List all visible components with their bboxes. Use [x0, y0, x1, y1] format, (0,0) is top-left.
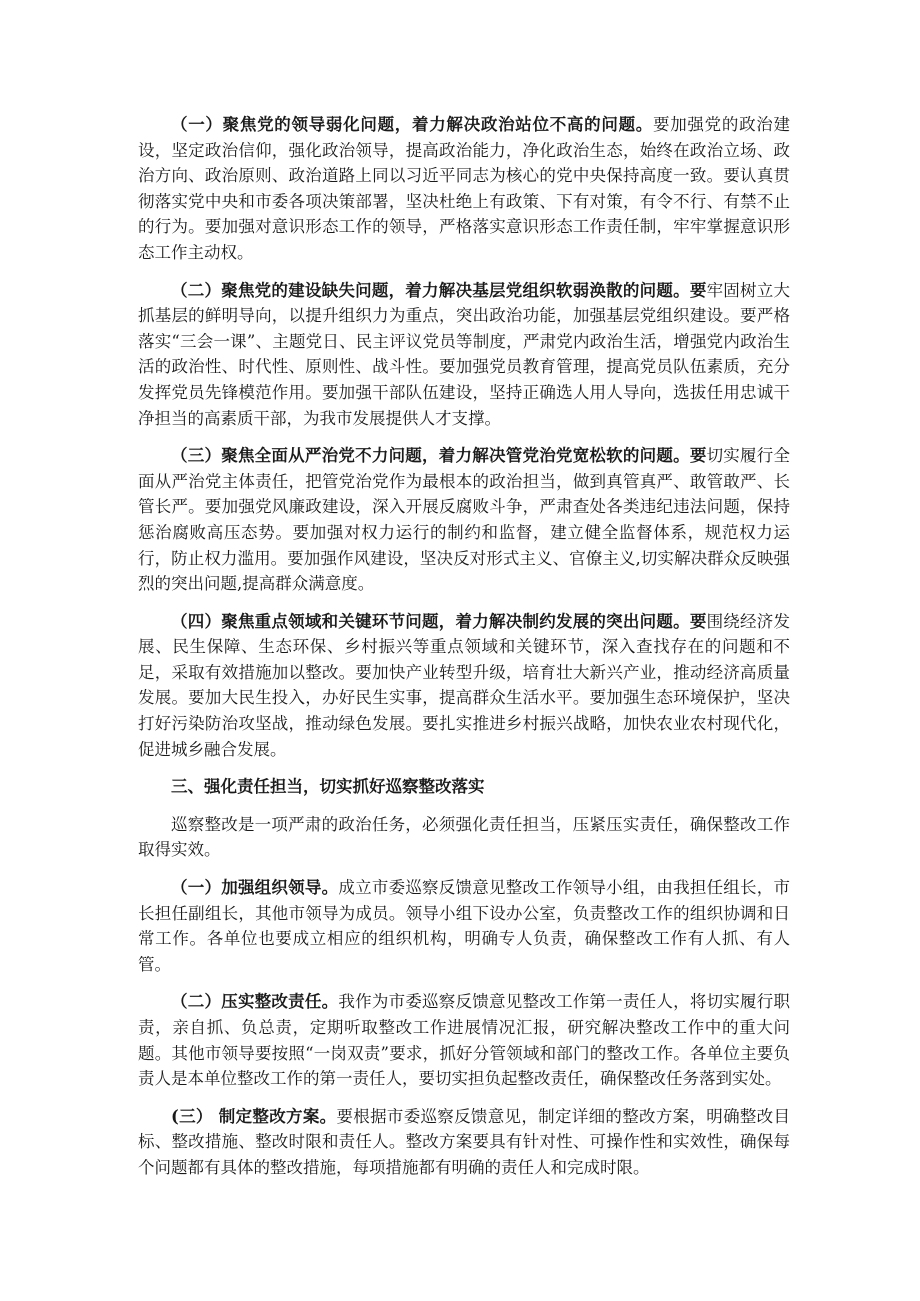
measure-body: 要根据市委巡察反馈意见，制定详细的整改方案，明确整改目标、整改措施、整改时限和责任人。整改方案要具有针对性、可操作性和实效性，确保每个问题都有具体的整改措施，每项措施都有明确的责任人和完成时限。	[138, 1106, 790, 1177]
measure-lead: (三） 制定整改方案。	[171, 1106, 337, 1126]
paragraph-focus-key-areas	[138, 609, 790, 763]
measure-responsibility	[138, 989, 790, 1091]
measure-body: 我作为市委巡察反馈意见整改工作第一责任人，将切实履行职责，亲自抓、负总责，定期听取整改工作进展情况汇报，研究解决整改工作中的重大问题。其他市领导要按照“一岗双责”要求，抓好分管领域和部门的整改工作。各单位主要负责人是本单位整改工作的第一责任人，要切实担负起整改责任，确保整改任务落到实处。	[138, 992, 791, 1089]
paragraph-lead: （四）聚焦重点领域和关键环节问题，着力解决制约发展的突出问题。要	[171, 611, 707, 631]
paragraph-body: 要加强党的政治建设，坚定政治信仰，强化政治领导，提高政治能力，净化政治生态，始终在政治立场、政治方向、政治原则、政治道路上同以习近平同志为核心的党中央保持高度一致。要认真贯彻落实党中央和市委各项决策部署，坚决杜绝上有政策、下有对策，有令不行、有禁不止的行为。要加强对意识形态工作的领导，严格落实意识形态工作责任制，牢牢掌握意识形态工作主动权。	[138, 115, 791, 262]
measure-body: 成立市委巡察反馈意见整改工作领导小组，由我担任组长，市长担任副组长，其他市领导为成员。领导小组下设办公室，负责整改工作的组织协调和日常工作。各单位也要成立相应的组织机构，明确专人负责，确保整改工作有人抓、有人管。	[138, 878, 791, 974]
paragraph-body: 牢固树立大抓基层的鲜明导向，以提升组织力为重点，突出政治功能，加强基层党组织建设。要严格落实“三会一课”、主题党日、民主评议党员等制度，严肃党内政治生活，增强党内政治生活的政治性、时代性、原则性、战斗性。要加强党员教育管理，提高党员队伍素质，充分发挥党员先锋模范作用。要加强干部队伍建设，坚持正确选人用人导向，选拔任用忠诚干净担当的高素质干部，为我市发展提供人才支撑。	[138, 280, 791, 428]
section-intro: 巡察整改是一项严肃的政治任务，必须强化责任担当，压紧压实责任，确保整改工作取得实效。	[138, 814, 790, 860]
paragraph-lead: （一）聚焦党的领导弱化问题，着力解决政治站位不高的问题。	[171, 115, 653, 134]
measure-rectification-plan	[138, 1104, 790, 1181]
section-heading: 三、强化责任担当，切实抓好巡察整改落实	[171, 777, 485, 797]
paragraph-body: 切实履行全面从严治党主体责任，把管党治党作为最根本的政治担当，做到真管真严、敢管敢严、长管长严。要加强党风廉政建设，深入开展反腐败斗争，严肃查处各类违纪违法问题，保持惩治腐败高压态势。要加强对权力运行的制约和监督，建立健全监督体系，规范权力运行，防止权力滥用。要加强作风建设，坚决反对形式主义、官僚主义,切实解决群众反映强烈的突出问题,提高群众满意度。	[138, 446, 791, 594]
measure-lead: （二）压实整改责任。	[171, 992, 339, 1012]
paragraph-focus-party-building	[138, 278, 790, 432]
document-body	[138, 112, 790, 1193]
paragraph-focus-strict-governance	[138, 443, 790, 597]
paragraph-lead: （二）聚焦党的建设缺失问题，着力解决基层党组织软弱涣散的问题。要	[171, 280, 707, 300]
measure-organizational-leadership	[138, 875, 790, 977]
paragraph-focus-leadership	[138, 112, 790, 266]
measure-lead: （一）加强组织领导。	[171, 878, 339, 898]
paragraph-body: 围绕经济发展、民生保障、生态环保、乡村振兴等重点领域和关键环节，深入查找存在的问题和不足，采取有效措施加以整改。要加快产业转型升级，培育壮大新兴产业，推动经济高质量发展。要加大民生投入，办好民生实事，提高群众生活水平。要加强生态环境保护，坚决打好污染防治攻坚战，推动绿色发展。要扎实推进乡村振兴战略，加快农业农村现代化，促进城乡融合发展。	[138, 611, 791, 759]
paragraph-lead: （三）聚焦全面从严治党不力问题，着力解决管党治党宽松软的问题。要	[171, 446, 707, 466]
